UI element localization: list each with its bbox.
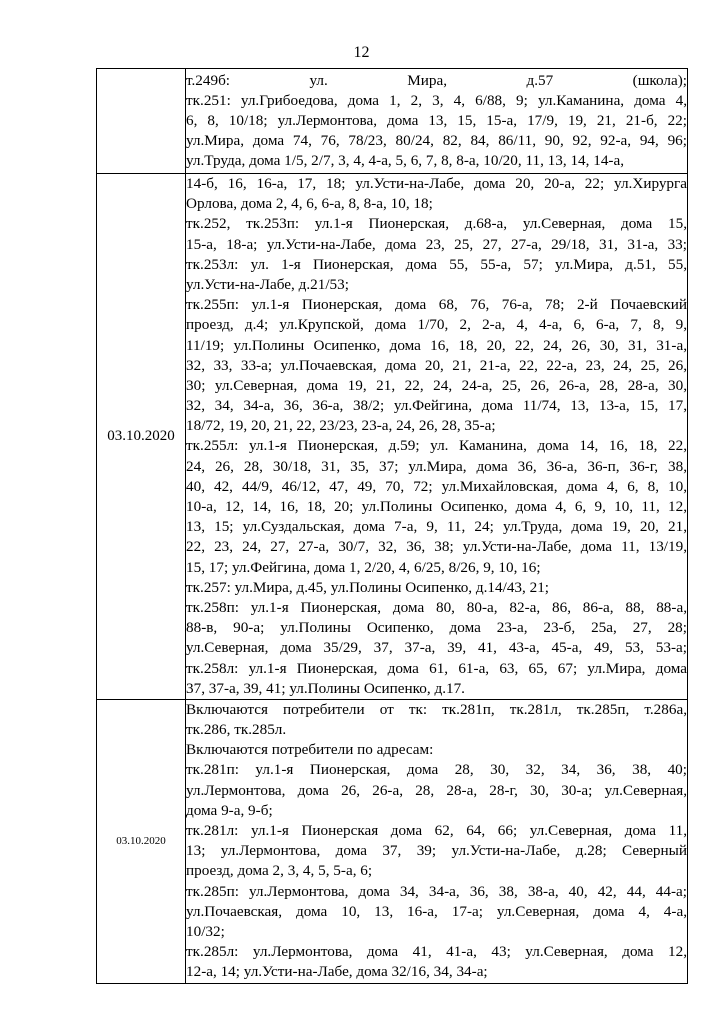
text-line: тк.257: ул.Мира, д.45, ул.Полины Осипенко, д.14/43, 21; bbox=[186, 578, 550, 596]
text-line: тк.285л: ул.Лермонтова, дома 41, 41-а, 43; ул.Северная, дома 12, bbox=[186, 943, 687, 961]
text-line: 18/72, 19, 20, 21, 22, 23/23, 23-а, 24, 26, 28, 35-а; bbox=[186, 417, 496, 435]
text-line: 22, 23, 24, 27, 27-а, 30/7, 32, 36, 38; ул.Усти-на-Лабе, дома 11, 13/19, bbox=[186, 538, 687, 556]
date-cell: 03.10.2020 bbox=[97, 174, 186, 700]
text-line: 32, 34, 34-а, 36, 36-а, 38/2; ул.Фейгина, дома 11/74, 13, 13-а, 15, 17, bbox=[186, 397, 687, 415]
date-cell bbox=[97, 69, 186, 174]
text-line: ул.Почаевская, дома 10, 13, 16-а, 17-а; ул.Северная, дома 4, 4-а, bbox=[186, 902, 687, 920]
text-line: 40, 42, 44/9, 46/12, 47, 49, 70, 72; ул.Михайловская, дома 4, 6, 8, 10, bbox=[186, 477, 687, 495]
text-line: тк.258п: ул.1-я Пионерская, дома 80, 80-а, 82-а, 86, 86-а, 88, 88-а, bbox=[186, 598, 687, 616]
text-line: 14-б, 16, 16-а, 17, 18; ул.Усти-на-Лабе, дома 20, 20-а, 22; ул.Хирурга bbox=[186, 175, 687, 192]
address-cell bbox=[186, 174, 688, 700]
table-row bbox=[97, 174, 688, 700]
text-line: 15, 17; ул.Фейгина, дома 1, 2/20, 4, 6/25, 8/26, 9, 10, 16; bbox=[186, 558, 541, 576]
text-line: тк.258л: ул.1-я Пионерская, дома 61, 61-а, 63, 65, 67; ул.Мира, дома bbox=[186, 659, 687, 677]
text-line: Орлова, дома 2, 4, 6, 6-а, 8, 8-а, 10, 18; bbox=[186, 195, 433, 213]
text-line: Включаются потребители по адресам: bbox=[186, 741, 434, 759]
text-line: ул.Мира, дома 74, 76, 78/23, 80/24, 82, 84, 86/11, 90, 92, 92-а, 94, 96; bbox=[186, 132, 687, 150]
text-line: 6, 8, 10/18; ул.Лермонтова, дома 13, 15, 15-а, 17/9, 19, 21, 21-б, 22; bbox=[186, 111, 687, 129]
address-cell bbox=[186, 69, 688, 174]
table-row bbox=[97, 699, 688, 983]
schedule-table bbox=[96, 68, 688, 984]
text-line: проезд, дома 2, 3, 4, 5, 5-а, 6; bbox=[186, 862, 373, 880]
date-cell: 03.10.2020 bbox=[97, 699, 186, 983]
text-line: 15-а, 18-а; ул.Усти-на-Лабе, дома 23, 25, 27, 27-а, 29/18, 31, 31-а, 33; bbox=[186, 235, 687, 253]
text-line: проезд, д.4; ул.Крупской, дома 1/70, 2, 2-а, 4, 4-а, 6, 6-а, 7, 8, 9, bbox=[186, 316, 687, 334]
text-line: тк.251: ул.Грибоедова, дома 1, 2, 3, 4, 6/88, 9; ул.Каманина, дома 4, bbox=[186, 91, 687, 109]
text-line: тк.285п: ул.Лермонтова, дома 34, 34-а, 36, 38, 38-а, 40, 42, 44, 44-а; bbox=[186, 882, 687, 900]
text-line: тк.255л: ул.1-я Пионерская, д.59; ул. Каманина, дома 14, 16, 18, 22, bbox=[186, 437, 687, 455]
text-line: 10/32; bbox=[186, 922, 225, 940]
text-line: 11/19; ул.Полины Осипенко, дома 16, 18, 20, 22, 24, 26, 30, 31, 31-а, bbox=[186, 336, 687, 354]
text-line: 12-а, 14; ул.Усти-на-Лабе, дома 32/16, 34, 34-а; bbox=[186, 963, 488, 981]
text-line: ул.Северная, дома 35/29, 37, 37-а, 39, 41, 43-а, 45-а, 49, 53, 53-а; bbox=[186, 639, 687, 657]
text-line: тк.281п: ул.1-я Пионерская, дома 28, 30, 32, 34, 36, 38, 40; bbox=[186, 761, 687, 779]
text-line: дома 9-а, 9-б; bbox=[186, 801, 273, 819]
text-line: 88-в, 90-а; ул.Полины Осипенко, дома 23-а, 23-б, 25а, 27, 28; bbox=[186, 619, 687, 637]
text-line: ул.Лермонтова, дома 26, 26-а, 28, 28-а, 28-г, 30, 30-а; ул.Северная, bbox=[186, 781, 687, 799]
text-line: тк.252, тк.253п: ул.1-я Пионерская, д.68-а, ул.Северная, дома 15, bbox=[186, 215, 687, 233]
page-number: 12 bbox=[353, 44, 370, 61]
text-line: тк.286, тк.285л. bbox=[186, 721, 287, 739]
text-line: 10-а, 12, 14, 16, 18, 20; ул.Полины Осипенко, дома 4, 6, 9, 10, 11, 12, bbox=[186, 498, 687, 515]
text-line: ул.Усти-на-Лабе, д.21/53; bbox=[186, 275, 349, 293]
text-line: 13; ул.Лермонтова, дома 37, 39; ул.Усти-на-Лабе, д.28; Северный bbox=[186, 842, 687, 860]
text-line: т.249б: ул. Мира, д.57 (школа); bbox=[186, 71, 687, 89]
text-line: 30; ул.Северная, дома 19, 21, 22, 24, 24-а, 25, 26, 26-а, 28, 28-а, 30, bbox=[186, 376, 687, 394]
text-line: 24, 26, 28, 30/18, 31, 35, 37; ул.Мира, дома 36, 36-а, 36-п, 36-г, 38, bbox=[186, 457, 687, 475]
text-line: тк.281л: ул.1-я Пионерская дома 62, 64, 66; ул.Северная, дома 11, bbox=[186, 822, 687, 839]
text-line: 37, 37-а, 39, 41; ул.Полины Осипенко, д.17. bbox=[186, 679, 465, 697]
text-line: тк.253л: ул. 1-я Пионерская, дома 55, 55-а, 57; ул.Мира, д.51, 55, bbox=[186, 255, 687, 273]
table-row bbox=[97, 69, 688, 174]
text-line: 32, 33, 33-а; ул.Почаевская, дома 20, 21, 21-а, 22, 22-а, 23, 24, 25, 26, bbox=[186, 356, 687, 374]
text-line: Включаются потребители от тк: тк.281п, тк.281л, тк.285п, т.286а, bbox=[186, 700, 687, 718]
text-line: 13, 15; ул.Суздальская, дома 7-а, 9, 11, 24; ул.Труда, дома 19, 20, 21, bbox=[186, 518, 687, 536]
text-line: тк.255п: ул.1-я Пионерская, дома 68, 76, 76-а, 78; 2-й Почаевский bbox=[186, 296, 687, 314]
text-line: ул.Труда, дома 1/5, 2/7, 3, 4, 4-а, 5, 6, 7, 8, 8-а, 10/20, 11, 13, 14, 14-а, bbox=[186, 152, 625, 170]
address-cell bbox=[186, 699, 688, 983]
